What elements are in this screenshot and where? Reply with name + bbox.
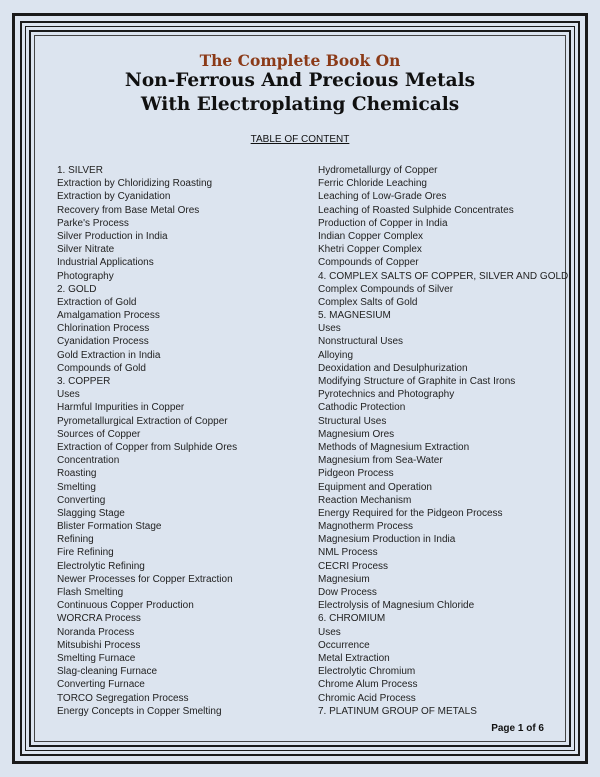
toc-entry: Parke's Process bbox=[57, 217, 129, 229]
toc-entry: Leaching of Low-Grade Ores bbox=[318, 191, 447, 203]
toc-entry: Slag-cleaning Furnace bbox=[57, 666, 158, 678]
toc-entry: Energy Required for the Pidgeon Process bbox=[318, 507, 503, 519]
toc-entry: Complex Salts of Gold bbox=[318, 296, 418, 308]
toc-heading: TABLE OF CONTENT bbox=[250, 134, 350, 145]
toc-entry: Refining bbox=[57, 534, 94, 546]
toc-entry: 6. CHROMIUM bbox=[318, 613, 386, 625]
toc-entry: Magnesium bbox=[318, 573, 370, 585]
toc-entry: Deoxidation and Desulphurization bbox=[318, 362, 468, 374]
toc-entry: Energy Concepts in Copper Smelting bbox=[57, 705, 222, 717]
toc-entry: Hydrometallurgy of Copper bbox=[318, 165, 438, 176]
toc-entry: Newer Processes for Copper Extraction bbox=[57, 573, 233, 585]
toc-entry: Gold Extraction in India bbox=[57, 349, 161, 361]
toc-entry: Magnesium from Sea-Water bbox=[318, 455, 443, 467]
toc-entry: 3. COPPER bbox=[57, 376, 111, 387]
toc-entry: Complex Compounds of Silver bbox=[318, 283, 454, 295]
toc-entry: Compounds of Copper bbox=[318, 257, 419, 269]
toc-entry: Cyanidation Process bbox=[57, 336, 149, 348]
page-indicator: Page 1 of 6 bbox=[491, 723, 544, 734]
toc-entry: Indian Copper Complex bbox=[318, 230, 424, 242]
toc-right-column bbox=[318, 164, 568, 718]
toc-entry: WORCRA Process bbox=[57, 613, 141, 625]
toc-entry: Extraction by Cyanidation bbox=[57, 191, 171, 203]
toc-entry: Methods of Magnesium Extraction bbox=[318, 441, 470, 453]
toc-entry: Concentration bbox=[57, 455, 120, 467]
toc-entry: Chromic Acid Process bbox=[318, 692, 416, 704]
toc-entry: Recovery from Base Metal Ores bbox=[57, 204, 200, 216]
toc-left-column bbox=[57, 164, 307, 718]
toc-entry: Smelting Furnace bbox=[57, 652, 136, 664]
toc-entry: Khetri Copper Complex bbox=[318, 244, 422, 256]
toc-entry: Leaching of Roasted Sulphide Concentrates bbox=[318, 204, 514, 216]
toc-entry: Electrolytic Refining bbox=[57, 560, 145, 572]
toc-entry: TORCO Segregation Process bbox=[57, 692, 189, 704]
toc-entry: Equipment and Operation bbox=[318, 481, 432, 493]
toc-entry: Magnesium Production in India bbox=[318, 534, 456, 546]
toc-entry: Silver Production in India bbox=[57, 230, 168, 242]
toc-entry: Dow Process bbox=[318, 587, 377, 598]
toc-entry: Noranda Process bbox=[57, 626, 135, 638]
toc-entry: Structural Uses bbox=[318, 415, 387, 427]
toc-entry: Uses bbox=[318, 626, 341, 638]
toc-entry: Converting Furnace bbox=[57, 679, 145, 691]
toc-entry: 7. PLATINUM GROUP OF METALS bbox=[318, 705, 477, 717]
toc-entry: Chrome Alum Process bbox=[318, 679, 418, 691]
toc-entry: Industrial Applications bbox=[57, 257, 154, 269]
toc-entry: Ferric Chloride Leaching bbox=[318, 178, 427, 190]
toc-entry: Slagging Stage bbox=[57, 507, 125, 519]
toc-entry: 2. GOLD bbox=[57, 283, 97, 295]
toc-entry: Modifying Structure of Graphite in Cast Irons bbox=[318, 376, 516, 387]
toc-entry: Extraction by Chloridizing Roasting bbox=[57, 178, 213, 190]
toc-entry: Roasting bbox=[57, 468, 97, 480]
book-title-line1: Non-Ferrous And Precious Metals bbox=[124, 70, 476, 91]
toc-entry: 5. MAGNESIUM bbox=[318, 310, 391, 322]
toc-entry: NML Process bbox=[318, 547, 378, 559]
toc-entry: Pyrometallurgical Extraction of Copper bbox=[57, 415, 228, 427]
toc-entry: Chlorination Process bbox=[57, 323, 150, 335]
toc-entry: Continuous Copper Production bbox=[57, 600, 194, 612]
toc-entry: Alloying bbox=[318, 349, 354, 361]
toc-entry: Silver Nitrate bbox=[57, 244, 115, 256]
toc-entry: Production of Copper in India bbox=[318, 217, 448, 229]
toc-entry: Extraction of Copper from Sulphide Ores bbox=[57, 441, 238, 453]
toc-entry: Electrolysis of Magnesium Chloride bbox=[318, 600, 475, 612]
toc-entry: Occurrence bbox=[318, 639, 370, 651]
toc-entry: Uses bbox=[318, 323, 341, 335]
toc-entry: Metal Extraction bbox=[318, 652, 390, 664]
toc-entry: Fire Refining bbox=[57, 547, 114, 559]
toc-entry: Extraction of Gold bbox=[57, 296, 137, 308]
toc-entry: Magnotherm Process bbox=[318, 521, 414, 533]
toc-entry: 1. SILVER bbox=[57, 165, 103, 176]
toc-entry: Compounds of Gold bbox=[57, 362, 146, 374]
toc-entry: Mitsubishi Process bbox=[57, 639, 141, 651]
book-title-line2: With Electroplating Chemicals bbox=[140, 94, 460, 115]
toc-entry: Uses bbox=[57, 389, 80, 401]
toc-entry: Magnesium Ores bbox=[318, 428, 395, 440]
toc-entry: Converting bbox=[57, 494, 106, 506]
toc-entry: Pidgeon Process bbox=[318, 468, 394, 480]
toc-entry: Cathodic Protection bbox=[318, 402, 406, 414]
toc-entry: CECRI Process bbox=[318, 560, 389, 572]
book-subtitle: The Complete Book On bbox=[199, 51, 401, 70]
toc-entry: Photography bbox=[57, 270, 114, 282]
toc-entry: Pyrotechnics and Photography bbox=[318, 389, 455, 401]
toc-entry: Sources of Copper bbox=[57, 428, 141, 440]
toc-entry: Flash Smelting bbox=[57, 587, 124, 598]
toc-entry: Reaction Mechanism bbox=[318, 494, 412, 506]
toc-entry: Nonstructural Uses bbox=[318, 336, 404, 348]
toc-entry: 4. COMPLEX SALTS OF COPPER, SILVER AND GOLD bbox=[318, 270, 569, 282]
toc-entry: Electrolytic Chromium bbox=[318, 666, 416, 678]
toc-entry: Blister Formation Stage bbox=[57, 521, 162, 533]
toc-entry: Amalgamation Process bbox=[57, 310, 160, 322]
toc-entry: Harmful Impurities in Copper bbox=[57, 402, 185, 414]
toc-entry: Smelting bbox=[57, 481, 96, 493]
